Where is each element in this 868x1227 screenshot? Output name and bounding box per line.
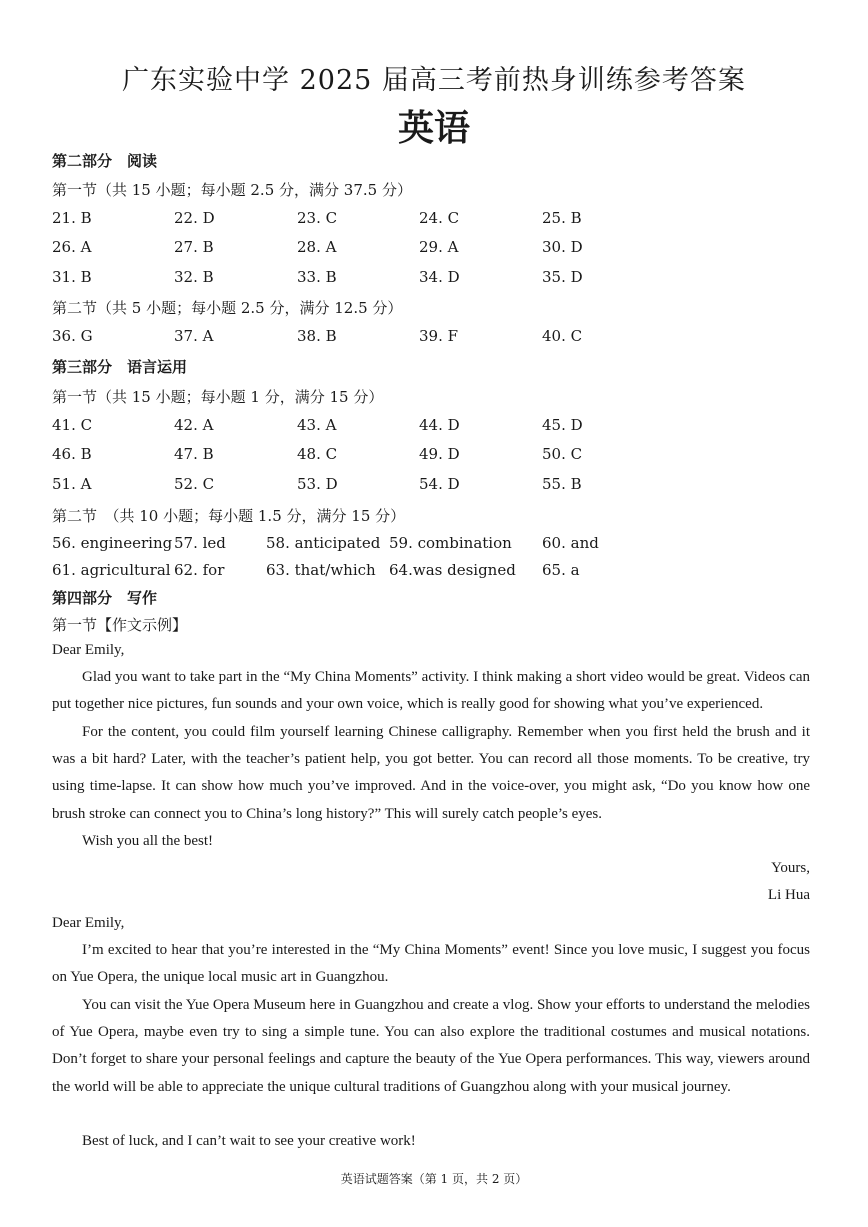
answer-row [52, 534, 832, 556]
answer-item: 22. D [174, 209, 215, 227]
answer-item: 26. A [52, 238, 92, 256]
answer-item: 27. B [174, 238, 214, 256]
answer-item: 34. D [419, 268, 460, 286]
essay1-greeting: Dear Emily, [52, 642, 125, 658]
page-footer: 英语试题答案（第 1 页，共 2 页） [340, 1172, 528, 1186]
essay2-greeting: Dear Emily, [52, 915, 125, 931]
answer-item: 38. B [297, 327, 337, 345]
answer-item: 49. D [419, 445, 460, 463]
answer-item: 42. A [174, 416, 214, 434]
answer-item: 57. led [174, 534, 226, 552]
document-title: 广东实验中学 2025 届高三考前热身训练参考答案 [122, 65, 746, 96]
essay2-paragraph: I’m excited to hear that you’re interested in the “My China Moments” event! Since you love music, I suggest you focus on Yue Opera, the unique local music art in Guangzhou. [52, 942, 810, 986]
part4-heading: 第四部分 写作 [52, 589, 158, 607]
answer-row [52, 561, 832, 583]
answer-item: 32. B [174, 268, 214, 286]
part3-heading: 第三部分 语言运用 [52, 358, 188, 376]
answer-item: 50. C [542, 445, 583, 463]
answer-item: 23. C [297, 209, 338, 227]
answer-item: 55. B [542, 475, 582, 493]
answer-item: 40. C [542, 327, 583, 345]
answer-item: 29. A [419, 238, 459, 256]
answer-item: 53. D [297, 475, 338, 493]
answer-item: 43. A [297, 416, 337, 434]
answer-item: 47. B [174, 445, 214, 463]
answer-item: 39. F [419, 327, 459, 345]
essay1-signature: Li Hua [767, 887, 810, 903]
answer-item: 52. C [174, 475, 215, 493]
essay1-paragraph: Wish you all the best! [82, 833, 214, 849]
answer-item: 63. that/which [266, 561, 376, 579]
subject-title: 英语 [397, 107, 470, 149]
answer-item: 41. C [52, 416, 93, 434]
answer-item: 65. a [542, 561, 580, 579]
answer-row [52, 327, 832, 349]
essay1-paragraph: Glad you want to take part in the “My China Moments” activity. I think making a short video would be great. Videos can put together nice pictures, fun sounds and your own voice, which is really good for showing what you’ve experienced. [52, 669, 810, 713]
part4-section1-label: 第一节【作文示例】 [52, 616, 188, 634]
answer-item: 25. B [542, 209, 582, 227]
answer-item: 48. C [297, 445, 338, 463]
answer-item: 59. combination [389, 534, 512, 552]
answer-row [52, 238, 832, 260]
answer-item: 35. D [542, 268, 583, 286]
essay2-paragraph: You can visit the Yue Opera Museum here in Guangzhou and create a vlog. Show your efforts to understand the melodies of Yue Opera, maybe even try to sing a simple tune. You can also explore the traditional costumes and musical notations. Don’t forget to share your personal feelings and capture the beauty of the Yue Opera performances. This way, viewers around the world will be able to appreciate the unique cultural traditions of Guangzhou along with your musical journey. [52, 997, 810, 1095]
answer-row [52, 475, 832, 497]
essay1-paragraph: For the content, you could film yourself learning Chinese calligraphy. Remember when you first held the brush and it was a bit hard? Later, with the teacher’s patient help, you got better. You can record all those moments. To be creative, try using time-lapse. It can show how much you’ve improved. And in the voice-over, you might ask, “Do you know how one brush stroke can connect you to China’s long history?” This will surely catch people’s eyes. [52, 724, 810, 822]
answer-item: 58. anticipated [266, 534, 381, 552]
answer-item: 45. D [542, 416, 583, 434]
essay1-closing: Yours, [771, 860, 810, 876]
answer-row [52, 416, 832, 438]
answer-item: 62. for [174, 561, 225, 579]
answer-item: 56. engineering [52, 534, 173, 552]
answer-item: 37. A [174, 327, 214, 345]
essay2-paragraph: Best of luck, and I can’t wait to see your creative work! [82, 1133, 416, 1149]
answer-item: 33. B [297, 268, 337, 286]
answer-item: 51. A [52, 475, 92, 493]
answer-item: 44. D [419, 416, 460, 434]
part2-section2-label: 第二节（共 5 小题；每小题 2.5 分，满分 12.5 分） [52, 299, 403, 317]
answer-item: 21. B [52, 209, 92, 227]
part2-heading: 第二部分 阅读 [52, 152, 158, 170]
answer-item: 60. and [542, 534, 599, 552]
answer-item: 28. A [297, 238, 337, 256]
answer-item: 61. agricultural [52, 561, 171, 579]
answer-item: 31. B [52, 268, 92, 286]
answer-row [52, 268, 832, 290]
part3-section2-label: 第二节 （共 10 小题；每小题 1.5 分，满分 15 分） [52, 507, 406, 525]
answer-item: 54. D [419, 475, 460, 493]
answer-item: 46. B [52, 445, 92, 463]
part2-section1-label: 第一节（共 15 小题；每小题 2.5 分，满分 37.5 分） [52, 181, 412, 199]
answer-row [52, 445, 832, 467]
part3-section1-label: 第一节（共 15 小题；每小题 1 分，满分 15 分） [52, 388, 384, 406]
answer-item: 30. D [542, 238, 583, 256]
answer-item: 64.was designed [389, 561, 516, 579]
answer-item: 36. G [52, 327, 93, 345]
answer-row [52, 209, 832, 231]
answer-item: 24. C [419, 209, 460, 227]
